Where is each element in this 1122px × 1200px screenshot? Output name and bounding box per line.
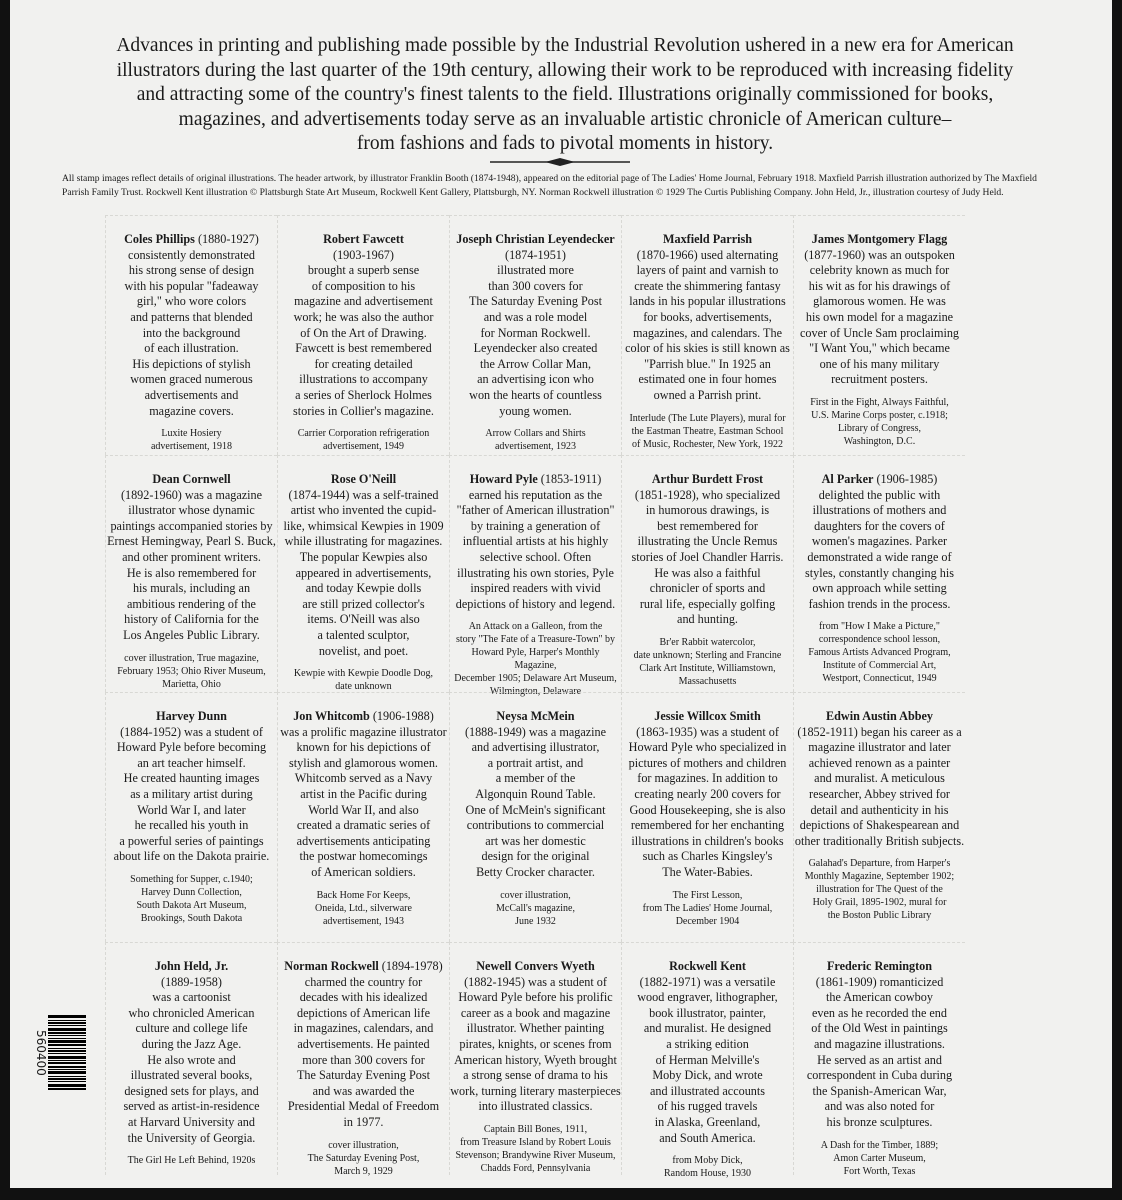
illustration-caption: A Dash for the Timber, 1889; Amon Carter Museum, Fort Worth, Texas: [820, 1139, 939, 1177]
illustrator-name: Rockwell Kent: [669, 959, 746, 973]
illustrator-name: Jessie Willcox Smith: [654, 709, 761, 723]
illustrator-cell: [105, 215, 277, 455]
illustrator-bio: (1888-1949) was a magazine and advertising illustrator, a portrait artist, and a member of the Algonquin Round Table. One of McMein's significant contributions to commercial art was her domestic design for the original Betty Crocker character.: [464, 724, 607, 879]
illustrator-bio: (1880-1927) consistently demonstrated his strong sense of design with his popular "fadeaway girl," who wore colors and patterns that blended into the background of each illustration. His depictions of stylish women graced numerous advertisements and magazine covers.: [124, 232, 259, 418]
illustrator-name: John Held, Jr.: [154, 959, 229, 973]
illustrator-name: Newell Convers Wyeth: [476, 959, 595, 973]
illustrator-name: Norman Rockwell: [284, 959, 379, 973]
illustrator-name: Maxfield Parrish: [662, 232, 753, 246]
illustration-caption: Kewpie with Kewpie Doodle Dog, date unknown: [293, 668, 434, 693]
illustrator-bio: (1852-1911) began his career as a magazine illustrator and later achieved renown as a painter and muralist. A meticulous researcher, Abbey strived for detail and authenticity in his depictions of Shakespearean and other traditionally British subjects.: [794, 724, 965, 848]
illustrator-bio: (1894-1978) charmed the country for decades with his idealized depictions of American life in magazines, calendars, and advertisements. He painted more than 300 covers for The Saturday Evening Post and was awarded the Presidential Medal of Freedom in 1977.: [287, 959, 443, 1129]
barcode: [48, 1015, 88, 1095]
stamp-sheet-back: [10, 0, 1112, 1188]
illustrator-bio: (1882-1971) was a versatile wood engraver, lithographer, book illustrator, painter, and muralist. He designed a striking edition of Herman Melville's Moby Dick, and wrote and illustrated accounts of his rugged travels in Alaska, Greenland, and South America.: [637, 974, 778, 1145]
illustration-caption: from "How I Make a Picture," correspondence school lesson, Famous Artists Advanced Program, Institute of Commercial Art, Westport, Connecticut, 1949: [808, 621, 951, 685]
illustrator-name: Frederic Remington: [826, 959, 933, 973]
illustrator-cell: [793, 942, 965, 1175]
illustrator-cell: [793, 215, 965, 455]
illustrator-cell: [621, 942, 793, 1180]
illustrator-name: Al Parker: [821, 472, 874, 486]
illustrator-cell: [621, 455, 793, 692]
illustrator-bio: (1889-1958) was a cartoonist who chronicled American culture and college life during the Jazz Age. He also wrote and illustrated several books, designed sets for plays, and served as artist-in-residence at Harvard University and the University of Georgia.: [123, 974, 260, 1145]
illustrator-name: Arthur Burdett Frost: [651, 472, 764, 486]
illustrator-name: Dean Cornwell: [152, 472, 231, 486]
illustrator-cell: [105, 692, 277, 942]
illustrator-cell: [277, 942, 449, 1175]
illustrator-name: Harvey Dunn: [156, 709, 227, 723]
illustrator-name: Coles Phillips: [124, 232, 195, 246]
illustration-caption: Interlude (The Lute Players), mural for the Eastman Theatre, Eastman School of Music, Rochester, New York, 1922: [629, 412, 786, 450]
illustrator-bio: (1874-1951) illustrated more than 300 covers for The Saturday Evening Post and was a role model for Norman Rockwell. Leyendecker also created the Arrow Collar Man, an advertising icon who won the hearts of countless young women.: [468, 247, 603, 418]
illustrator-bio: (1906-1988) was a prolific magazine illustrator known for his depictions of stylish and glamorous women. Whitcomb served as a Navy artist in the Pacific during World War II, and also created a dramatic series of advertisements anticipating the postwar homecomings of American soldiers.: [280, 709, 447, 879]
illustration-caption: Back Home For Keeps, Oneida, Ltd., silverware advertisement, 1943: [315, 889, 412, 927]
illustration-caption: Something for Supper, c.1940; Harvey Dunn Collection, South Dakota Art Museum, Brookings, South Dakota: [130, 873, 253, 924]
illustration-caption: from Moby Dick, Random House, 1930: [664, 1155, 751, 1180]
illustrator-grid: [105, 215, 965, 1180]
illustrator-name: Howard Pyle: [469, 472, 538, 486]
illustrator-bio: (1892-1960) was a magazine illustrator whose dynamic paintings accompanied stories by Ernest Hemingway, Pearl S. Buck, and other prominent writers. He is also remembered for his murals, including an ambitious rendering of the history of California for the Los Angeles Public Library.: [107, 487, 276, 642]
illustrator-name: Rose O'Neill: [330, 472, 397, 486]
illustrator-cell: [277, 692, 449, 942]
illustration-caption: An Attack on a Galleon, from the story "The Fate of a Treasure-Town" by Howard Pyle, Harper's Monthly Magazine, December 1905; Delaware Art Museum, Wilmington, Delaware: [454, 621, 617, 698]
illustrator-cell: [277, 215, 449, 455]
illustration-caption: cover illustration, McCall's magazine, June 1932: [496, 889, 575, 927]
illustrator-cell: [449, 942, 621, 1175]
illustrator-bio: (1853-1911) earned his reputation as the "father of American illustration" by training a generation of influential artists at his highly selective school. Often illustrating his own stories, Pyle inspired readers with vivid depictions of history and legend.: [455, 472, 616, 611]
illustration-caption: The Girl He Left Behind, 1920s: [127, 1155, 256, 1167]
illustrator-bio: (1903-1967) brought a superb sense of composition to his magazine and advertisement work; he was also the author of On the Art of Drawing. Fawcett is best remembered for creating detailed illustrations to accompany a series of Sherlock Holmes stories in Collier's magazine.: [293, 247, 434, 418]
illustrator-cell: [105, 942, 277, 1175]
illustrator-cell: [449, 692, 621, 942]
illustration-caption: cover illustration, The Saturday Evening Post, March 9, 1929: [307, 1139, 420, 1177]
illustration-caption: Captain Bill Bones, 1911, from Treasure Island by Robert Louis Stevenson; Brandywine River Museum, Chadds Ford, Pennsylvania: [455, 1123, 616, 1174]
illustration-caption: Carrier Corporation refrigeration advertisement, 1949: [297, 428, 430, 453]
illustrator-bio: (1877-1960) was an outspoken celebrity known as much for his wit as for his drawings of glamorous women. He was his own model for a magazine cover of Uncle Sam proclaiming "I Want You," which became one of his many military recruitment posters.: [799, 247, 960, 387]
ornament-divider: [490, 158, 630, 166]
illustration-caption: Luxite Hosiery advertisement, 1918: [150, 428, 233, 453]
intro-text: Advances in printing and publishing made possible by the Industrial Revolution ushered in a new era for American illustrators during the last quarter of the 19th century, allowing their work to be reproduced with increasing fidelity and attracting some of the country's finest talents to the field. Illustrations originally commissioned for books, magazines, and advertisements today serve as an invaluable artistic chronicle of American culture– from fashions and fads to pivotal moments in history.: [116, 35, 1014, 154]
illustrator-cell: [793, 692, 965, 942]
illustrator-name: Robert Fawcett: [323, 232, 404, 246]
illustrator-cell: [621, 692, 793, 942]
illustrator-cell: [793, 455, 965, 692]
illustrator-bio: (1906-1985) delighted the public with illustrations of mothers and daughters for the covers of women's magazines. Parker demonstrated a wide range of styles, constantly changing his own approach while setting fashion trends in the process.: [805, 472, 954, 611]
illustrator-name: Jon Whitcomb: [293, 709, 370, 723]
illustrator-bio: (1884-1952) was a student of Howard Pyle before becoming an art teacher himself. He created haunting images as a military artist during World War I, and later he recalled his youth in a powerful series of paintings about life on the Dakota prairie.: [113, 724, 270, 864]
illustrator-cell: [449, 455, 621, 698]
illustration-caption: The First Lesson, from The Ladies' Home Journal, December 1904: [642, 889, 773, 927]
credits-text: All stamp images reflect details of original illustrations. The header artwork, by illustrator Franklin Booth (1874-1948), appeared on the editorial page of The Ladies' Home Journal, February 1918. Maxfield Parrish illustration authorized by The Maxfield Parrish Family Trust. Rockwell Kent illustration © Plattsburgh State Art Museum, Rockwell Kent Gallery, Plattsburgh, NY. Norman Rockwell illustration © 1929 The Curtis Publishing Company. John Held, Jr., illustration courtesy of Judy Held.: [62, 173, 1037, 198]
illustration-caption: Arrow Collars and Shirts advertisement, 1923: [485, 428, 586, 453]
illustrator-bio: (1874-1944) was a self-trained artist who invented the cupid- like, whimsical Kewpies in 1909 while illustrating for magazines. The popular Kewpies also appeared in advertisements, and today Kewpie dolls are still prized collector's items. O'Neill was also a talented sculptor, novelist, and poet.: [283, 487, 444, 658]
illustrator-name: James Montgomery Flagg: [811, 232, 948, 246]
illustrator-cell: [105, 455, 277, 692]
barcode-number: 560400: [34, 1030, 48, 1076]
illustrator-bio: (1882-1945) was a student of Howard Pyle before his prolific career as a book and magazine illustrator. Whether painting pirates, knights, or scenes from American history, Wyeth brought a strong sense of drama to his work, turning literary masterpieces into illustrated classics.: [450, 974, 621, 1114]
illustrator-bio: (1861-1909) romanticized the American cowboy even as he recorded the end of the Old West in paintings and magazine illustrations. He served as an artist and correspondent in Cuba during the Spanish-American War, and was also noted for his bronze sculptures.: [806, 974, 953, 1129]
illustrator-name: Neysa McMein: [496, 709, 575, 723]
illustrator-name: Joseph Christian Leyendecker: [456, 232, 615, 246]
illustration-caption: Galahad's Departure, from Harper's Monthly Magazine, September 1902; illustration for The Quest of the Holy Grail, 1895-1902, mural for the Boston Public Library: [804, 858, 955, 922]
illustrator-cell: [277, 455, 449, 692]
illustration-caption: Br'er Rabbit watercolor, date unknown; Sterling and Francine Clark Art Institute, Williamstown, Massachusetts: [633, 636, 782, 687]
illustration-caption: First in the Fight, Always Faithful, U.S. Marine Corps poster, c.1918; Library of Congress, Washington, D.C.: [810, 396, 949, 447]
illustration-caption: cover illustration, True magazine, February 1953; Ohio River Museum, Marietta, Ohio: [117, 652, 266, 690]
illustrator-bio: (1851-1928), who specialized in humorous drawings, is best remembered for illustrating the Uncle Remus stories of Joel Chandler Harris. He was also a faithful chronicler of sports and rural life, especially golfing and hunting.: [631, 487, 784, 627]
illustrator-name: Edwin Austin Abbey: [825, 709, 934, 723]
illustrator-bio: (1870-1966) used alternating layers of paint and varnish to create the shimmering fantasy lands in his popular illustrations for books, advertisements, magazines, and calendars. The color of his skies is still known as "Parrish blue." In 1925 an estimated one in four homes owned a Parrish print.: [625, 247, 790, 402]
illustrator-cell: [621, 215, 793, 455]
illustrator-bio: (1863-1935) was a student of Howard Pyle who specialized in pictures of mothers and children for magazines. In addition to creating nearly 200 covers for Good Housekeeping, she is also remembered for her enchanting illustrations in children's books such as Charles Kingsley's The Water-Babies.: [628, 724, 787, 879]
illustrator-cell: [449, 215, 621, 455]
